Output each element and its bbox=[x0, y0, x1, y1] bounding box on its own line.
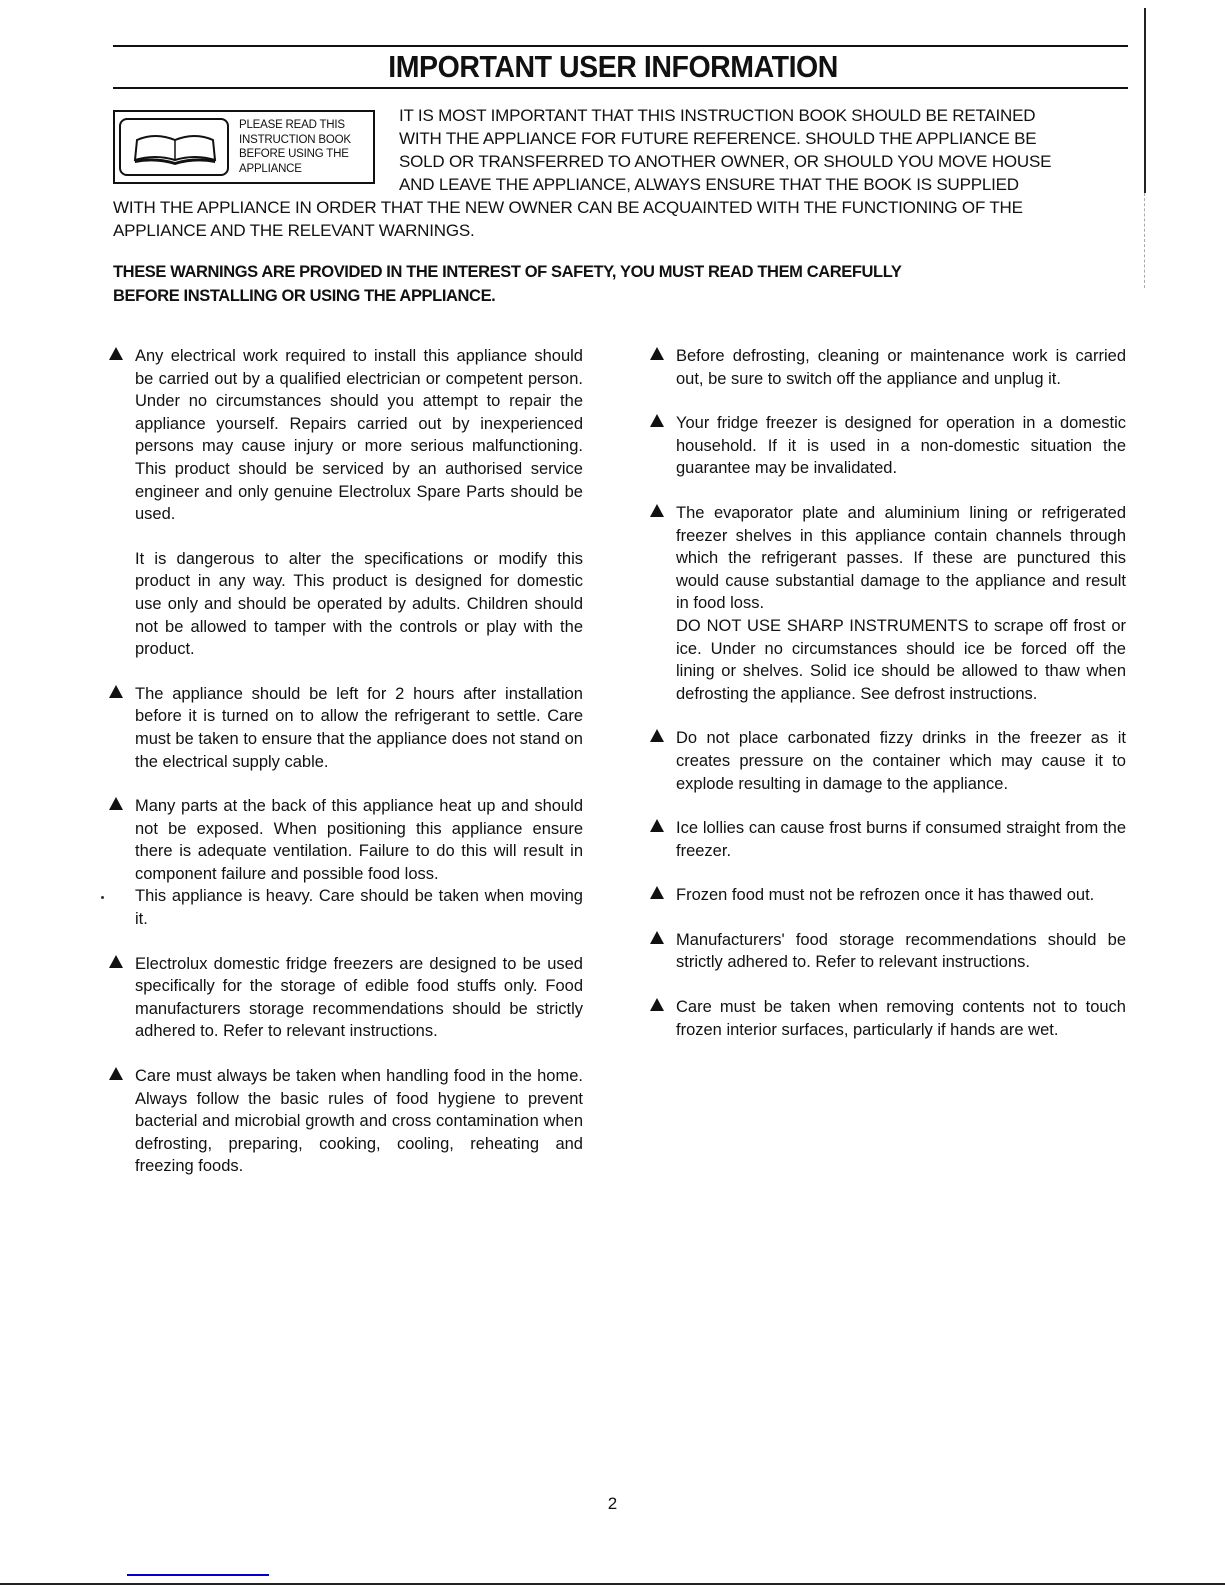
triangle-bullet-icon bbox=[650, 886, 664, 899]
notice-text bbox=[239, 118, 351, 176]
warning-text: Care must be taken when removing contents not to touch frozen interior surfaces, particularly if hands are wet. bbox=[676, 998, 1126, 1039]
notice-line: APPLIANCE bbox=[239, 162, 302, 175]
warning-text: Frozen food must not be refrozen once it has thawed out. bbox=[676, 886, 1095, 905]
safety-warning-heading bbox=[113, 260, 1113, 308]
dot-bullet-icon bbox=[101, 896, 104, 899]
warning-text: Electrolux domestic fridge freezers are designed to be used specifically for the storage of edible food stuffs only. Food manufacturers storage recommendations should be strictly adhered to. Refer to relevant instructions. bbox=[135, 954, 583, 1041]
intro-line: SOLD OR TRANSFERRED TO ANOTHER OWNER, OR SHOULD YOU MOVE HOUSE bbox=[399, 152, 1052, 171]
warning-item bbox=[676, 996, 1126, 1041]
triangle-bullet-icon bbox=[650, 998, 664, 1011]
header-rule-bottom bbox=[113, 87, 1128, 89]
warning-text: The evaporator plate and aluminium lining or refrigerated freezer shelves in this appliance contain channels through which the refrigerant passes. If these are punctured this would cause substantial damage to the appliance and result in food loss. bbox=[676, 503, 1126, 613]
warning-item bbox=[676, 929, 1126, 974]
intro-line: WITH THE APPLIANCE FOR FUTURE REFERENCE. SHOULD THE APPLIANCE BE bbox=[399, 129, 1037, 148]
warning-heading-line: THESE WARNINGS ARE PROVIDED IN THE INTEREST OF SAFETY, YOU MUST READ THEM CAREFULLY bbox=[113, 263, 902, 281]
left-warnings-column bbox=[135, 345, 583, 1178]
warning-item bbox=[676, 345, 1126, 390]
intro-line: IT IS MOST IMPORTANT THAT THIS INSTRUCTION BOOK SHOULD BE RETAINED bbox=[399, 106, 1036, 125]
triangle-bullet-icon bbox=[109, 1067, 123, 1080]
warning-item bbox=[135, 795, 583, 931]
right-warnings-column bbox=[676, 345, 1126, 1041]
notice-line: INSTRUCTION BOOK bbox=[239, 133, 351, 146]
book-icon-frame bbox=[119, 118, 229, 176]
warning-text: This appliance is heavy. Care should be taken when moving it. bbox=[135, 887, 583, 929]
warning-text: Do not place carbonated fizzy drinks in the freezer as it creates pressure on the container which may cause it to explode resulting in damage to the appliance. bbox=[676, 729, 1126, 793]
header-rule-top bbox=[113, 45, 1128, 47]
page-number: 2 bbox=[607, 1494, 618, 1513]
triangle-bullet-icon bbox=[650, 414, 664, 427]
intro-line: AND LEAVE THE APPLIANCE, ALWAYS ENSURE THAT THE BOOK IS SUPPLIED bbox=[399, 175, 1019, 194]
triangle-bullet-icon bbox=[650, 931, 664, 944]
selection-underline bbox=[127, 1574, 269, 1576]
warning-item bbox=[676, 412, 1126, 480]
triangle-bullet-icon bbox=[109, 955, 123, 968]
open-book-icon bbox=[131, 128, 219, 168]
warning-heading-line: BEFORE INSTALLING OR USING THE APPLIANCE. bbox=[113, 287, 496, 305]
intro-line: WITH THE APPLIANCE IN ORDER THAT THE NEW OWNER CAN BE ACQUAINTED WITH THE FUNCTIONING OF THE bbox=[113, 198, 1023, 217]
warning-item bbox=[676, 884, 1126, 907]
notice-line: PLEASE READ THIS bbox=[239, 119, 345, 131]
warning-text: Ice lollies can cause frost burns if consumed straight from the freezer. bbox=[676, 819, 1126, 860]
warning-text: Before defrosting, cleaning or maintenance work is carried out, be sure to switch off the appliance and unplug it. bbox=[676, 347, 1126, 388]
warning-item bbox=[135, 683, 583, 773]
warning-text: Your fridge freezer is designed for operation in a domestic household. If it is used in a non-domestic situation the guarantee may be invalidated. bbox=[676, 414, 1126, 478]
warning-item bbox=[135, 953, 583, 1043]
warning-item bbox=[676, 502, 1126, 705]
warning-text: Care must always be taken when handling food in the home. Always follow the basic rules of food hygiene to prevent bacterial and microbial growth and cross contamination when defrosting, preparing, cooking, cooling, reheating and freezing foods. bbox=[135, 1067, 583, 1176]
warning-item bbox=[676, 817, 1126, 862]
triangle-bullet-icon bbox=[650, 729, 664, 742]
warning-text: The appliance should be left for 2 hours after installation before it is turned on to allow the refrigerant to settle. Care must be taken to ensure that the appliance does not stand on the electrical supply cable. bbox=[135, 684, 583, 771]
triangle-bullet-icon bbox=[650, 819, 664, 832]
triangle-bullet-icon bbox=[650, 504, 664, 517]
warning-item bbox=[135, 345, 583, 661]
notice-line: BEFORE USING THE bbox=[239, 148, 349, 160]
warning-text: Any electrical work required to install this appliance should be carried out by a qualified electrician or competent person. Under no circumstances should you attempt to repair the appliance yourself. Repairs carried out by inexperienced persons may cause injury or more serious malfunctioning. This product should be serviced by an authorised service engineer and only genuine Electrolux Spare Parts should be used. bbox=[135, 347, 583, 524]
warning-item bbox=[135, 1065, 583, 1178]
page-edge-line bbox=[1144, 8, 1146, 193]
triangle-bullet-icon bbox=[650, 347, 664, 360]
page-title: IMPORTANT USER INFORMATION bbox=[388, 49, 838, 84]
triangle-bullet-icon bbox=[109, 685, 123, 698]
warning-text: It is dangerous to alter the specifications or modify this product in any way. This product is designed for domestic use only and should be operated by adults. Children should not be allowed to tamper with the controls or play with the product. bbox=[135, 549, 583, 659]
intro-line: APPLIANCE AND THE RELEVANT WARNINGS. bbox=[113, 221, 475, 240]
warning-item bbox=[676, 727, 1126, 795]
warning-text-extra bbox=[135, 885, 583, 930]
page-edge-dashed bbox=[1144, 193, 1146, 288]
triangle-bullet-icon bbox=[109, 347, 123, 360]
warning-text: DO NOT USE SHARP INSTRUMENTS to scrape off frost or ice. Under no circumstances should ice be forced off the lining or shelves. Solid ice should be allowed to thaw when defrosting the appliance. See defrost instructions. bbox=[676, 616, 1126, 703]
warning-text: Manufacturers' food storage recommendations should be strictly adhered to. Refer to relevant instructions. bbox=[676, 930, 1126, 972]
warning-text: Many parts at the back of this appliance heat up and should not be exposed. When positioning this appliance ensure there is adequate ventilation. Failure to do this will result in component failure and possible food loss. bbox=[135, 797, 583, 883]
read-instructions-notice bbox=[113, 110, 375, 184]
triangle-bullet-icon bbox=[109, 797, 123, 810]
